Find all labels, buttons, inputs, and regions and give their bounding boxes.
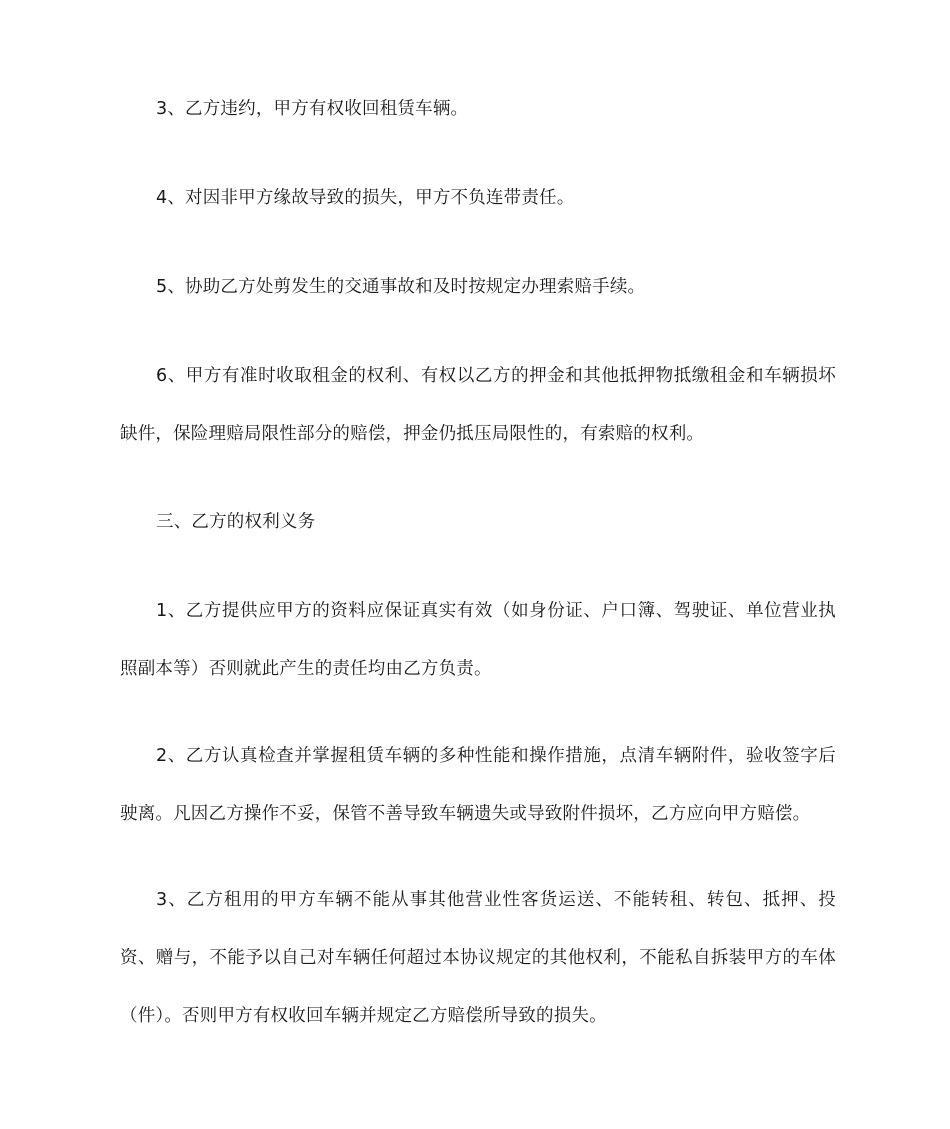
clause-paragraph: 1、乙方提供应甲方的资料应保证真实有效（如身份证、户口簿、驾驶证、单位营业执照副本等）否则就此产生的责任均由乙方负责。 [120,601,836,679]
clause-paragraph: 5、协助乙方处剪发生的交通事故和及时按规定办理索赔手续。 [156,277,646,297]
clause-paragraph: 2、乙方认真检查并掌握租赁车辆的多种性能和操作措施，点清车辆附件，验收签字后驶离。凡因乙方操作不妥，保管不善导致车辆遗失或导致附件损坏，乙方应向甲方赔偿。 [120,746,836,824]
section-heading: 三、乙方的权利义务 [156,512,316,532]
clause-paragraph: 4、对因非甲方缘故导致的损失，甲方不负连带责任。 [156,188,575,208]
clause-paragraph: 3、乙方违约，甲方有权收回租赁车辆。 [156,99,469,119]
clause-paragraph: 6、甲方有准时收取租金的权利、有权以乙方的押金和其他抵押物抵缴租金和车辆损坏缺件，保险理赔局限性部分的赔偿，押金仍抵压局限性的，有索赔的权利。 [120,366,836,444]
clause-paragraph: 3、乙方租用的甲方车辆不能从事其他营业性客货运送、不能转租、转包、抵押、投资、赠与，不能予以自己对车辆任何超过本协议规定的其他权利，不能私自拆装甲方的车体（件）。否则甲方有权收回车辆并规定乙方赔偿所导致的损失。 [120,890,836,1026]
